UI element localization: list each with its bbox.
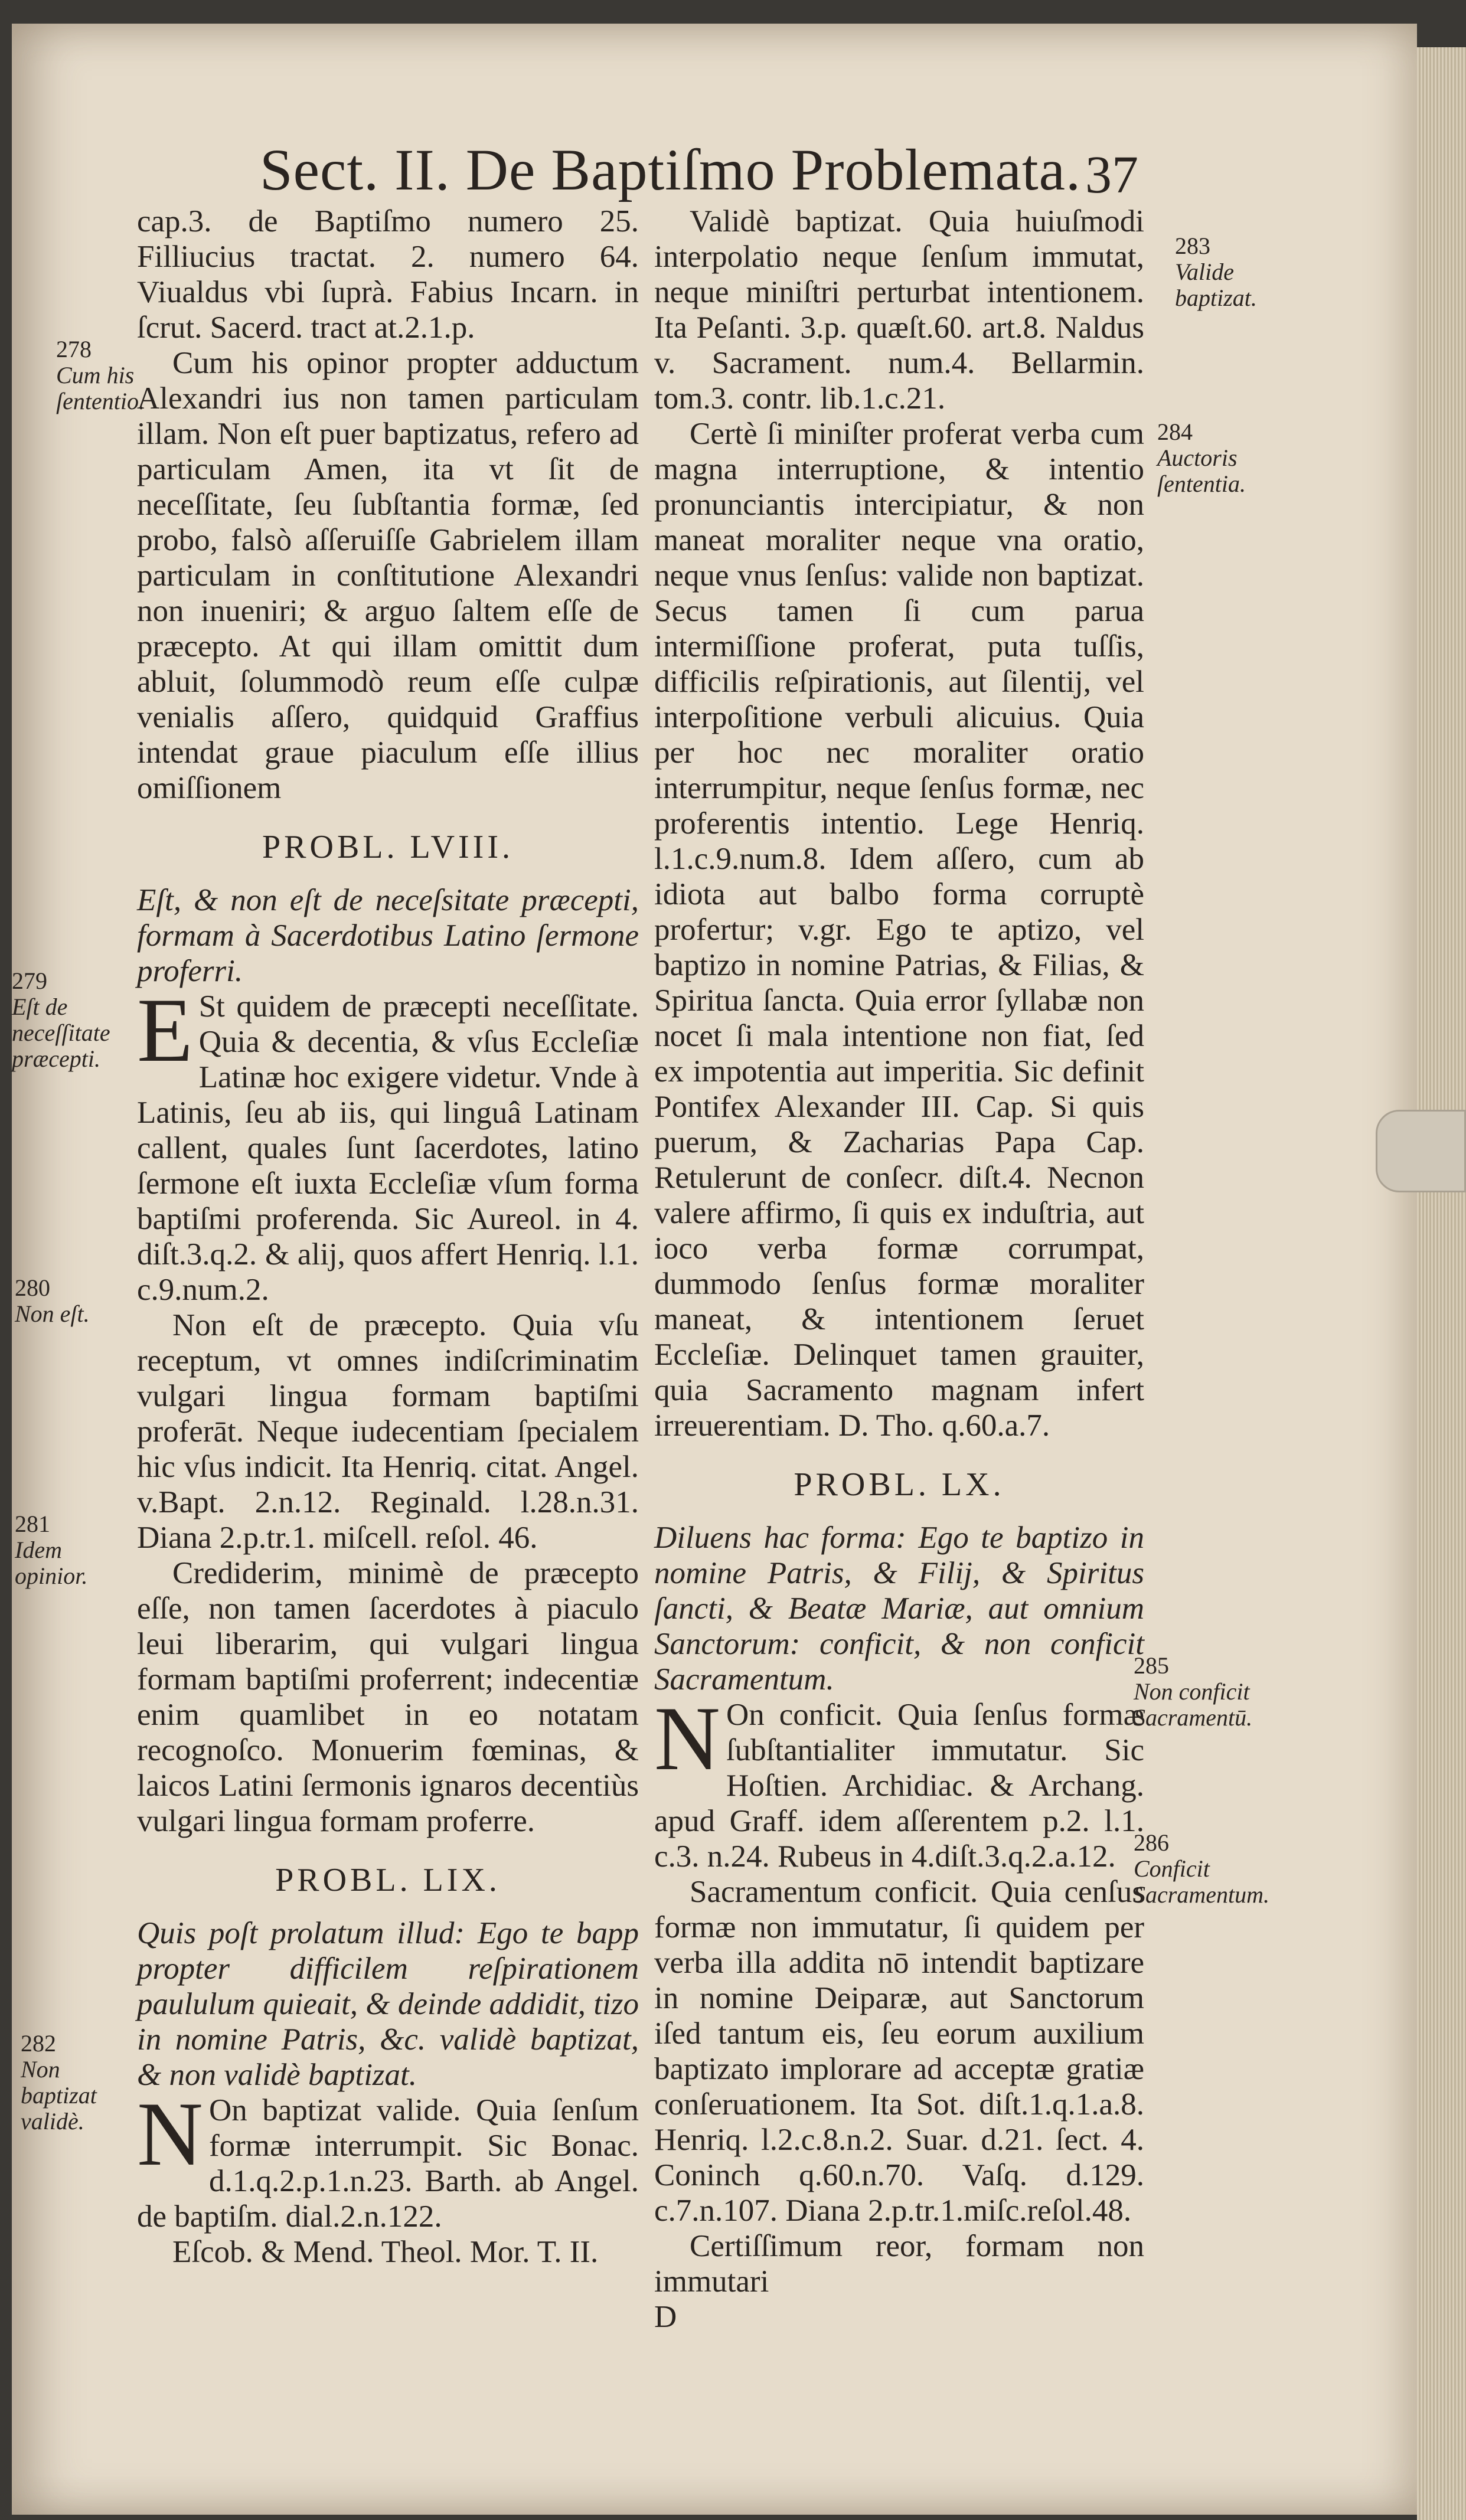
paragraph: N On conficit. Quia ſenſus formæ ſubſtantialiter immutatur. Sic Hoſtien. Archidiac. & Archang. apud Graff. idem aſſerentem p.2. l.1. c.3. n.24. Rubeus in 4.diſt.3.q.2.a.12. bbox=[654, 1688, 1144, 1874]
margin-note: 282 Non baptizat validè. bbox=[21, 2030, 97, 2135]
margin-note: 279 Eſt de neceſſitate præcepti. bbox=[12, 968, 110, 1072]
drop-cap: N bbox=[654, 1688, 720, 1789]
paragraph: E St quidem de præcepti neceſſitate. Quia & decentia, & vſus Eccleſiæ Latinæ hoc exigere videtur. Vnde à Latinis, ſeu ab iis, qui linguâ Latinam callent, quales ſunt ſacerdotes, latino ſermone eſt iuxta Eccleſiæ vſum forma baptiſmi proferenda. Sic Aureol. in 4. diſt.3.q.2. & alij, quos affert Henriq. l.1. c.9.num.2. bbox=[137, 979, 639, 1307]
drop-cap: E bbox=[137, 979, 193, 1081]
bookmark-tab bbox=[1376, 1110, 1466, 1192]
paragraph: Cum his opinor propter adductum Alexandri ius non tamen particulam illam. Non eſt puer baptizatus, refero ad particulam Amen, ita vt ſit de neceſſitate, ſeu ſubſtantia formæ, ſed probo, falsò aſſeruiſſe Gabrielem illam particulam in conſtitutione Alexandri non inueniri; & arguo ſaltem eſſe de præcepto. At qui illam omittit dum abluit, ſolummodò reum eſſe culpæ venialis aſſero, quidquid Graffius intendat graue piaculum eſſe illius omiſſionem bbox=[137, 346, 639, 805]
paragraph: Certè ſi miniſter proferat verba cum magna interruptione, & intentio pronunciantis intercipiatur, & non maneat moraliter neque vna oratio, neque vnus ſenſus: valide non baptizat. Secus tamen ſi cum parua intermiſſione proferat, puta tuſſis, difficilis reſpirationis, aut ſilentij, vel interpoſitione verbuli alicuius. Quia per hoc nec moraliter oratio interrumpitur, neque ſenſus formæ, nec proferentis intentio. Lege Henriq. l.1.c.9.num.8. Idem aſſero, cum ab idiota aut balbo forma corruptè profertur; v.gr. Ego te aptizo, vel baptizo in nomine Patrias, & Filias, & Spiritua ſancta. Quia error ſyllabæ non nocet ſi mala intentione non fiat, ſed ex impotentia aut imperitia. Sic definit Pontifex Alexander III. Cap. Si quis puerum, & Zacharias Papa Cap. Retulerunt de conſecr. diſt.4. Necnon valere affirmo, ſi quis ex induſtria, aut ioco verba formæ corrumpat, dummodo ſenſus formæ moraliter maneat, & intentionem ſeruet Eccleſiæ. Delinquet tamen grauiter, quia Sacramento magnam infert irreuerentiam. D. Tho. q.60.a.7. bbox=[654, 417, 1144, 1443]
margin-note: 283 Valide baptizat. bbox=[1175, 233, 1257, 311]
paragraph: Validè baptizat. Quia huiuſmodi interpolatio neque ſenſum immutat, neque miniſtri perturbat intentionem. Ita Peſanti. 3.p. quæſt.60. art.8. Naldus v. Sacrament. num.4. Bellarmin. tom.3. contr. lib.1.c.21. bbox=[654, 204, 1144, 416]
margin-note: 285 Non conficit Sacramentū. bbox=[1134, 1652, 1253, 1731]
paragraph: N On baptizat valide. Quia ſenſum formæ interrumpit. Sic Bonac. d.1.q.2.p.1.n.23. Barth. ab Angel. de baptiſm. dial.2.n.122. bbox=[137, 2083, 639, 2234]
margin-note: 278 Cum his ſententio. bbox=[56, 336, 145, 414]
right-column bbox=[654, 204, 1144, 2335]
page-edges bbox=[1417, 47, 1466, 2520]
paragraph: Sacramentum conficit. Quia cenſus formæ non immutatur, ſi quidem per verba illa addita nō intendit baptizare in nomine Deiparæ, aut Sanctorum iſed tantum eis, ſeu eorum auxilium baptizato implorare ad acceptæ gratiæ conſeruationem. Ita Sot. diſt.1.q.1.a.8. Henriq. l.2.c.8.n.2. Suar. d.21. ſect. 4. Coninch q.60.n.70. Vaſq. d.129. c.7.n.107. Diana 2.p.tr.1.miſc.reſol.48. bbox=[654, 1875, 1144, 2228]
problem-heading: PROBL. LVIII. bbox=[262, 829, 514, 865]
paragraph: cap.3. de Baptiſmo numero 25. Filliucius tractat. 2. numero 64. Viualdus vbi ſuprà. Fabius Incarn. in ſcrut. Sacerd. tract at.2.1.p. bbox=[137, 204, 639, 345]
drop-cap: N bbox=[137, 2083, 203, 2185]
signature-mark: D bbox=[654, 2300, 677, 2334]
problem-heading: PROBL. LIX. bbox=[275, 1862, 501, 1898]
paragraph: Crediderim, minimè de præcepto eſſe, non tamen ſacerdotes à piaculo leui liberarim, qui vulgari lingua formam baptiſmi proferrent; indecentiæ enim quamlibet in eo notatam recognoſco. Monuerim fœminas, & laicos Latini ſermonis ignaros decentiùs vulgari lingua formam proferre. bbox=[137, 1556, 639, 1838]
running-header: Sect. II. De Baptiſmo Problemata. bbox=[260, 137, 1082, 202]
paragraph: Eſcob. & Mend. Theol. Mor. T. II. bbox=[172, 2235, 599, 2269]
problem-subtitle: Quis poſt prolatum illud: Ego te bapp propter difficilem reſpirationem paululum quieait, & deinde addidit, tizo in nomine Patris, &c. validè baptizat, & non validè baptizat. bbox=[137, 1916, 639, 2092]
page-number: 37 bbox=[1085, 146, 1138, 204]
problem-heading: PROBL. LX. bbox=[794, 1466, 1005, 1503]
paragraph: Certiſſimum reor, formam non immutari bbox=[654, 2229, 1144, 2299]
problem-subtitle: Eſt, & non eſt de neceſsitate præcepti, formam à Sacerdotibus Latino ſermone proferri. bbox=[137, 883, 639, 988]
margin-note: 281 Idem opinior. bbox=[15, 1511, 88, 1589]
margin-note: 284 Auctoris ſententia. bbox=[1157, 419, 1246, 497]
problem-subtitle: Diluens hac forma: Ego te baptizo in nomine Patris, & Filij, & Spiritus ſancti, & Beatæ Mariæ, aut omnium Sanctorum: conficit, & non conficit Sacramentum. bbox=[654, 1521, 1144, 1697]
margin-note: 286 Conficit Sacramentum. bbox=[1134, 1829, 1269, 1908]
left-column bbox=[137, 204, 639, 2270]
paragraph: Non eſt de præcepto. Quia vſu receptum, vt omnes indiſcriminatim vulgari lingua formam baptiſmi proferāt. Neque iudecentiam ſpecialem hic vſus indicit. Ita Henriq. citat. Angel. v.Bapt. 2.n.12. Reginald. l.28.n.31. Diana 2.p.tr.1. miſcell. reſol. 46. bbox=[137, 1308, 639, 1555]
margin-note: 280 Non eſt. bbox=[15, 1274, 90, 1327]
